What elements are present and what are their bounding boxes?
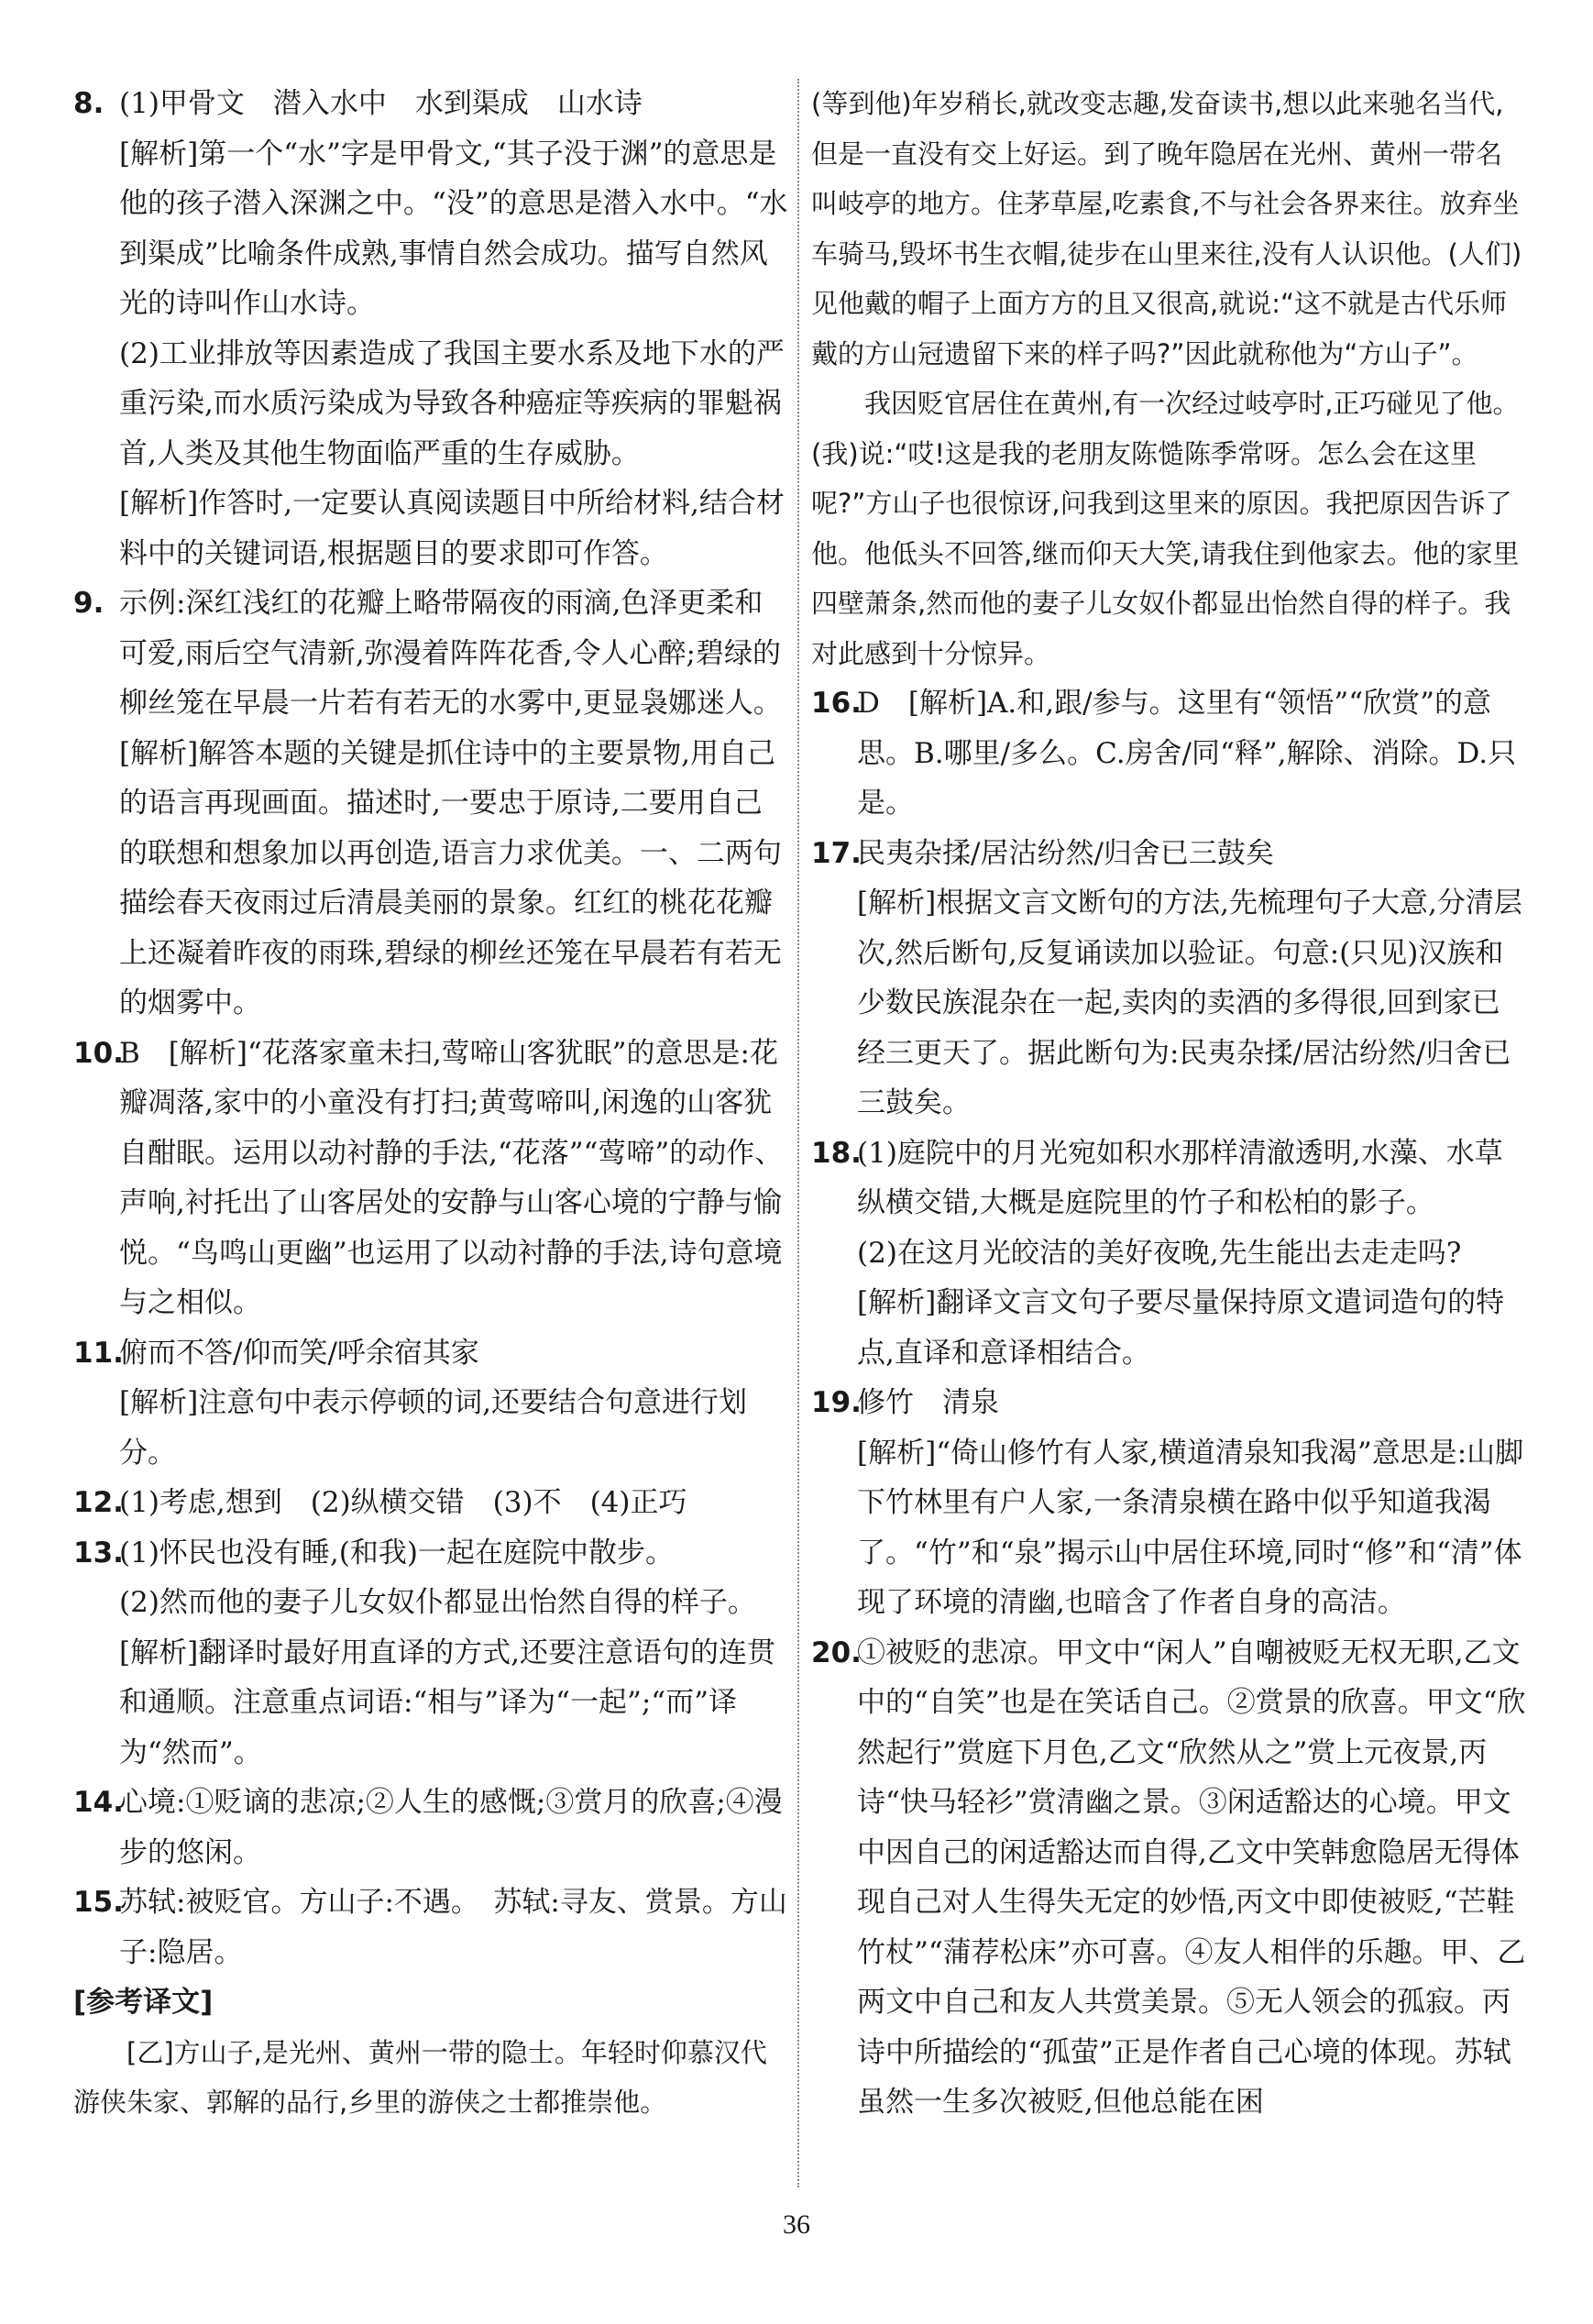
question-19 [811, 1378, 1526, 1628]
left-column [73, 79, 788, 2128]
answer-text: 俯而不答/仰而笑/呼余宿其家 [119, 1336, 479, 1370]
analysis-text: [解析]翻译文言文句子要尽量保持原文遣词造句的特点,直译和意译相结合。 [857, 1286, 1505, 1370]
right-column [811, 79, 1526, 2128]
question-number: 9. [73, 587, 104, 620]
question-number: 14. [73, 1786, 124, 1819]
question-number: 19. [811, 1386, 862, 1419]
answer-text: (2)在这月光皎洁的美好夜晚,先生能出去走走吗? [857, 1236, 1462, 1270]
reference-translation-text: [乙]方山子,是光州、黄州一带的隐士。年轻时仰慕汉代游侠朱家、郭解的品行,乡里的游侠之士都推崇他。 [73, 2036, 767, 2118]
answer-text: (1)考虑,想到 (2)纵横交错 (3)不 (4)正巧 [119, 1486, 687, 1519]
answer-text: 示例:深红浅红的花瓣上略带隔夜的雨滴,色泽更柔和可爱,雨后空气清新,弥漫着阵阵花香,令人心醉;碧绿的柳丝笼在早晨一片若有若无的水雾中,更显袅娜迷人。 [119, 587, 782, 720]
answer-text: 民夷杂揉/居沽纷然/归舍已三鼓矣 [857, 836, 1274, 870]
analysis-text: [解析]解答本题的关键是抓住诗中的主要景物,用自己的语言再现画面。描述时,一要忠于原诗,二要用自己的联想和想象加以再创造,语言力求优美。一、二两句描绘春天夜雨过后清晨美丽的景象。红红的桃花花瓣上还凝着昨夜的雨珠,碧绿的柳丝还笼在早晨若有若无的烟雾中。 [119, 736, 782, 1019]
analysis-text: [解析]翻译时最好用直译的方式,还要注意语句的连贯和通顺。注意重点词语:“相与”译为“一起”;“而”译为“然而”。 [119, 1636, 776, 1769]
column-divider [797, 79, 799, 2187]
question-9 [73, 578, 788, 1029]
question-number: 15. [73, 1886, 124, 1919]
question-number: 17. [811, 836, 862, 870]
question-16 [811, 678, 1526, 829]
answer-text: (2)工业排放等因素造成了我国主要水系及地下水的严重污染,而水质污染成为导致各种癌症等疾病的罪魁祸首,人类及其他生物面临严重的生存威胁。 [119, 336, 785, 470]
answer-text: 修竹 清泉 [857, 1386, 999, 1419]
answer-text: 心境:①贬谪的悲凉;②人生的感慨;③赏月的欣喜;④漫步的悠闲。 [119, 1786, 783, 1869]
reference-translation-text: (等到他)年岁稍长,就改变志趣,发奋读书,想以此来驰名当代,但是一直没有交上好运。到了晚年隐居在光州、黄州一带名叫岐亭的地方。住茅草屋,吃素食,不与社会各界来往。放弃坐车骑马,毁坏书生衣帽,徒步在山里来往,没有人认识他。(人们)见他戴的帽子上面方方的且又很高,就说:“这不就是古代乐师戴的方山冠遗留下来的样子吗?”因此就称他为“方山子”。 [811, 88, 1522, 369]
answer-text: D [解析]A.和,跟/参与。这里有“领悟”“欣赏”的意思。B.哪里/多么。C.房舍/同“释”,解除、消除。D.只是。 [857, 687, 1517, 820]
answer-text: 苏轼:被贬官。方山子:不遇。 苏轼:寻友、赏景。方山子:隐居。 [119, 1886, 787, 1969]
analysis-text: [解析]注意句中表示停顿的词,还要结合句意进行划分。 [119, 1386, 748, 1470]
reference-translation-text: 我因贬官居住在黄州,有一次经过岐亭时,正巧碰见了他。(我)说:“哎!这是我的老朋友陈慥陈季常呀。怎么会在这里呢?”方山子也很惊讶,问我到这里来的原因。我把原因告诉了他。他低头不回答,继而仰天大笑,请我住到他家去。他的家里四壁萧条,然而他的妻子儿女奴仆都显出怡然自得的样子。我对此感到十分惊异。 [811, 388, 1520, 669]
reference-translation-title: [参考译文] [73, 1986, 214, 2019]
question-14 [73, 1778, 788, 1878]
question-number: 16. [811, 687, 862, 720]
analysis-text: [解析]“倚山修竹有人家,横道清泉知我渴”意思是:山脚下竹林里有户人家,一条清泉横在路中似乎知道我渴了。“竹”和“泉”揭示山中居住环境,同时“修”和“清”体现了环境的清幽,也暗含了作者自身的高洁。 [857, 1436, 1524, 1619]
question-15 [73, 1878, 788, 1977]
question-10 [73, 1029, 788, 1328]
question-number: 18. [811, 1136, 862, 1170]
question-number: 8. [73, 87, 104, 120]
question-12 [73, 1478, 788, 1528]
question-13 [73, 1528, 788, 1779]
analysis-text: [解析]第一个“水”字是甲骨文,“其子没于渊”的意思是他的孩子潜入深渊之中。“没”的意思是潜入水中。“水到渠成”比喻条件成熟,事情自然会成功。描写自然风光的诗叫作山水诗。 [119, 137, 788, 320]
question-18 [811, 1129, 1526, 1379]
question-20 [811, 1628, 1526, 2128]
answer-text: (1)庭院中的月光宛如积水那样清澈透明,水藻、水草纵横交错,大概是庭院里的竹子和松柏的影子。 [857, 1136, 1503, 1219]
question-number: 11. [73, 1336, 124, 1370]
answer-text: (2)然而他的妻子儿女奴仆都显出怡然自得的样子。 [119, 1586, 756, 1619]
answer-text: ①被贬的悲凉。甲文中“闲人”自嘲被贬无权无职,乙文中的“自笑”也是在笑话自己。②赏景的欣喜。甲文“欣然起行”赏庭下月色,乙文“欣然从之”赏上元夜景,丙诗“快马轻衫”赏清幽之景。③闲适豁达的心境。甲文中因自己的闲适豁达而自得,乙文中笑韩愈隐居无得体现自己对人生得失无定的妙悟,丙文中即使被贬,“芒鞋竹杖”“蒲荐松床”亦可喜。④友人相伴的乐趣。甲、乙两文中自己和友人共赏美景。⑤无人领会的孤寂。丙诗中所描绘的“孤萤”正是作者自己心境的体现。苏轼虽然一生多次被贬,但他总能在困 [857, 1636, 1526, 2119]
page-number: 36 [783, 2209, 810, 2240]
question-number: 20. [811, 1636, 862, 1669]
question-8 [73, 79, 788, 578]
question-number: 12. [73, 1486, 124, 1519]
analysis-text: [解析]根据文言文断句的方法,先梳理句子大意,分清层次,然后断句,反复诵读加以验证。句意:(只见)汉族和少数民族混杂在一起,卖肉的卖酒的多得很,回到家已经三更天了。据此断句为:民夷杂揉/居沽纷然/归舍已三鼓矣。 [857, 887, 1522, 1119]
question-11 [73, 1328, 788, 1479]
answer-text: (1)甲骨文 潜入水中 水到渠成 山水诗 [119, 87, 643, 120]
question-17 [811, 829, 1526, 1129]
question-number: 10. [73, 1036, 124, 1070]
analysis-text: [解析]作答时,一定要认真阅读题目中所给材料,结合材料中的关键词语,根据题目的要求即可作答。 [119, 487, 785, 570]
question-number: 13. [73, 1536, 124, 1570]
answer-text: (1)怀民也没有睡,(和我)一起在庭院中散步。 [119, 1536, 674, 1570]
answer-text: B [解析]“花落家童未扫,莺啼山客犹眠”的意思是:花瓣凋落,家中的小童没有打扫;黄莺啼叫,闲逸的山客犹自酣眠。运用以动衬静的手法,“花落”“莺啼”的动作、声响,衬托出了山客居处的安静与山客心境的宁静与愉悦。“鸟鸣山更幽”也运用了以动衬静的手法,诗句意境与之相似。 [119, 1036, 784, 1319]
